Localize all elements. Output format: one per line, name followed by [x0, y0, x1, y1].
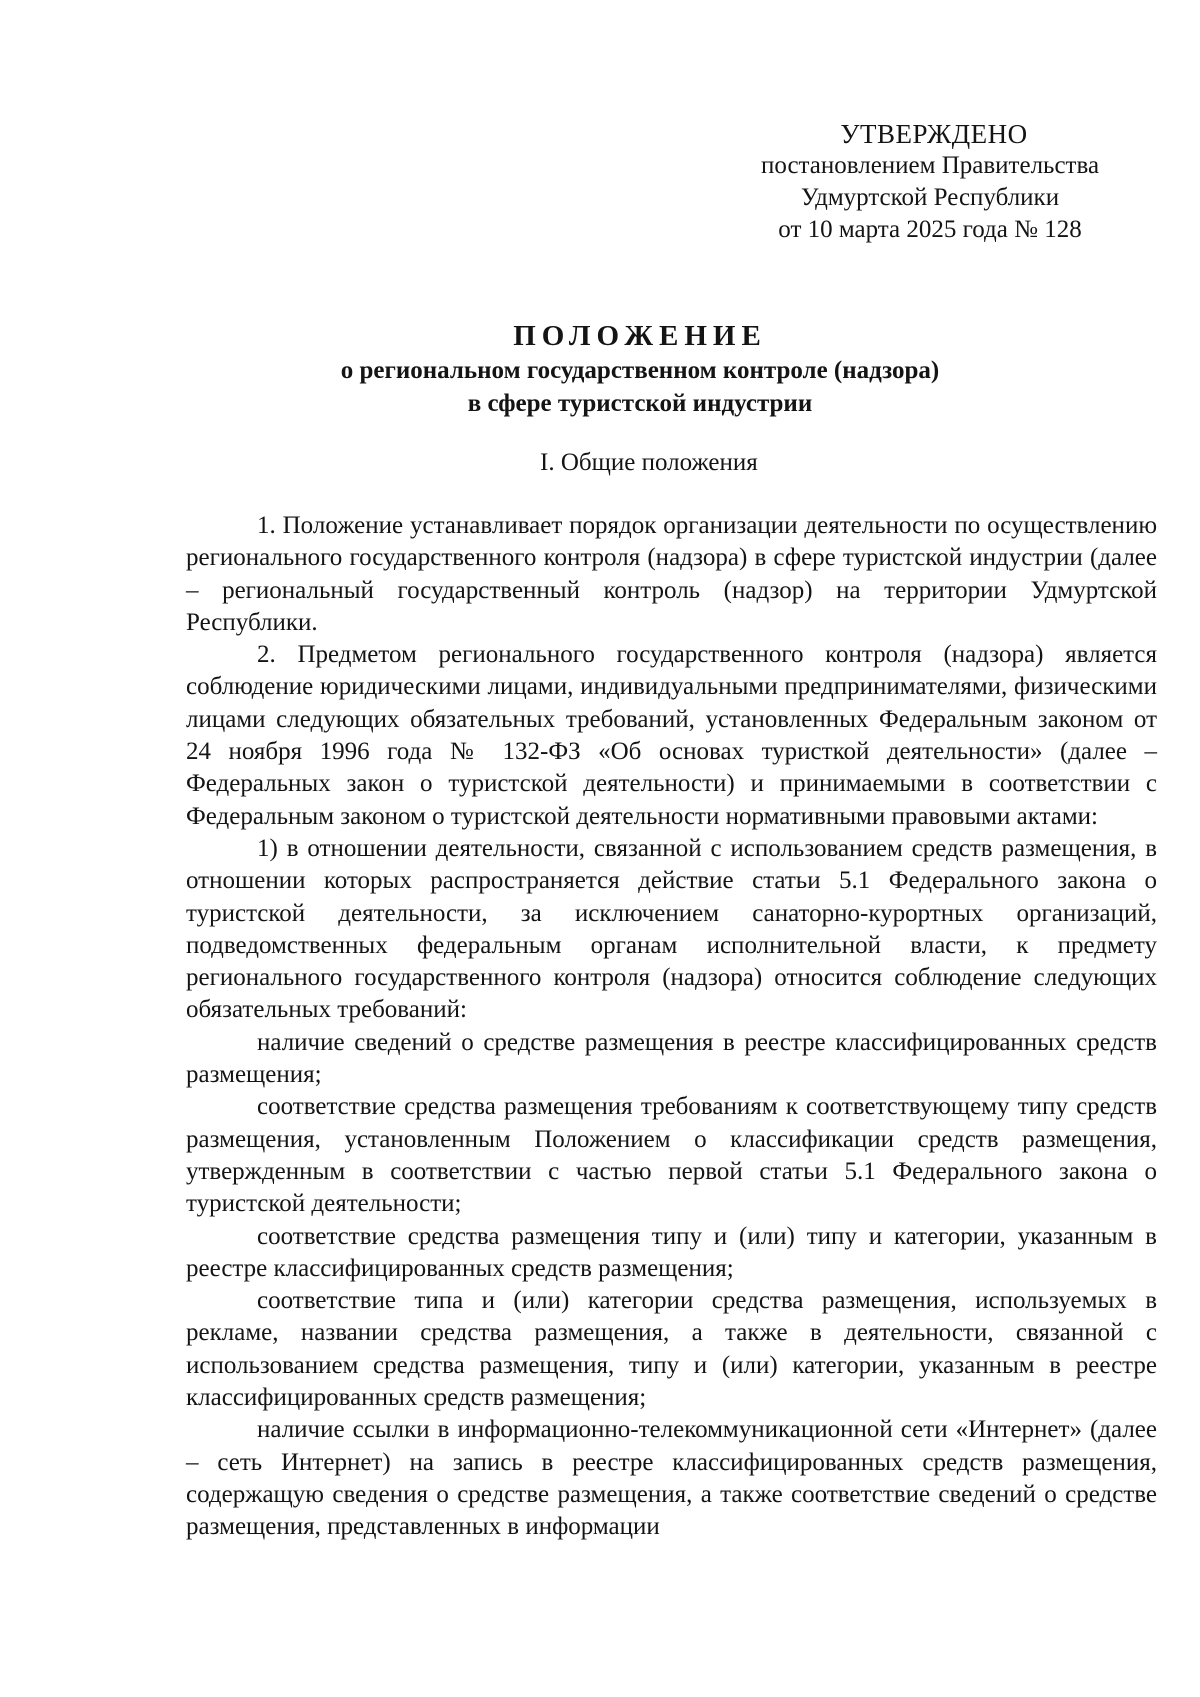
paragraph-6: соответствие средства размещения типу и (или) типу и категории, указанным в реестре классифицированных средств размещения; — [186, 1222, 1157, 1282]
document-body — [186, 510, 1157, 1544]
approval-line-2: Удмуртской Республики — [800, 184, 1060, 211]
paragraph-3: 1) в отношении деятельности, связанной с использованием средств размещения, в отношении которых распространяется действие статьи 5.1 Федерального закона о туристской деятельности, за исключением санаторно-курортных организаций, подведомственных федеральным органам исполнительной власти, к предмету регионального государственного контроля (надзора) относится соблюдение следующих обязательных требований: — [186, 834, 1157, 1024]
paragraph-1: 1. Положение устанавливает порядок организации деятельности по осуществлению регионального государственного контроля (надзора) в сфере туристской индустрии (далее – региональный государственный контроль (надзор) на территории Удмуртской Республики. — [186, 512, 1157, 636]
paragraph-2: 2. Предметом регионального государственного контроля (надзора) является соблюдение юридическими лицами, индивидуальными предпринимателями, физическими лицами следующих обязательных требований, установленных Федеральным законом от 24 ноября 1996 года № 132-ФЗ «Об основах туристкой деятельности» (далее – Федеральных закон о туристской деятельности) и принимаемыми в соответствии с Федеральным законом о туристской деятельности нормативными правовыми актами: — [186, 641, 1157, 830]
document-title-block — [260, 318, 1020, 420]
paragraph-8: наличие ссылки в информационно-телекоммуникационной сети «Интернет» (далее – сеть Интернет) на запись в реестре классифицированных средств размещения, содержащую сведения о средстве размещения, а также соответствие сведений о средстве размещения, представленных в информации — [186, 1416, 1157, 1541]
approval-line-1: постановлением Правительства — [760, 152, 1100, 179]
document-subtitle-line-2: в сфере туристской индустрии — [467, 390, 813, 417]
paragraph-4: наличие сведений о средстве размещения в реестре классифицированных средств размещения; — [186, 1028, 1157, 1089]
approval-stamp: УТВЕРЖДЕНО — [840, 119, 1028, 149]
section-heading: I. Общие положения — [540, 449, 758, 476]
document-title: ПОЛОЖЕНИЕ — [513, 320, 767, 352]
approval-stamp-block — [700, 118, 1160, 246]
paragraph-7: соответствие типа и (или) категории средства размещения, используемых в рекламе, названии средства размещения, а также в деятельности, связанной с использованием средства размещения, типу и (или) категории, указанным в реестре классифицированных средств размещения; — [186, 1287, 1157, 1412]
document-subtitle-line-1: о региональном государственном контроле (надзора) — [340, 357, 940, 384]
approval-line-3: от 10 марта 2025 года № 128 — [778, 216, 1082, 243]
paragraph-5: соответствие средства размещения требованиям к соответствующему типу средств размещения, установленным Положением о классификации средств размещения, утвержденным в соответствии с частью первой статьи 5.1 Федерального закона о туристской деятельности; — [186, 1093, 1157, 1218]
